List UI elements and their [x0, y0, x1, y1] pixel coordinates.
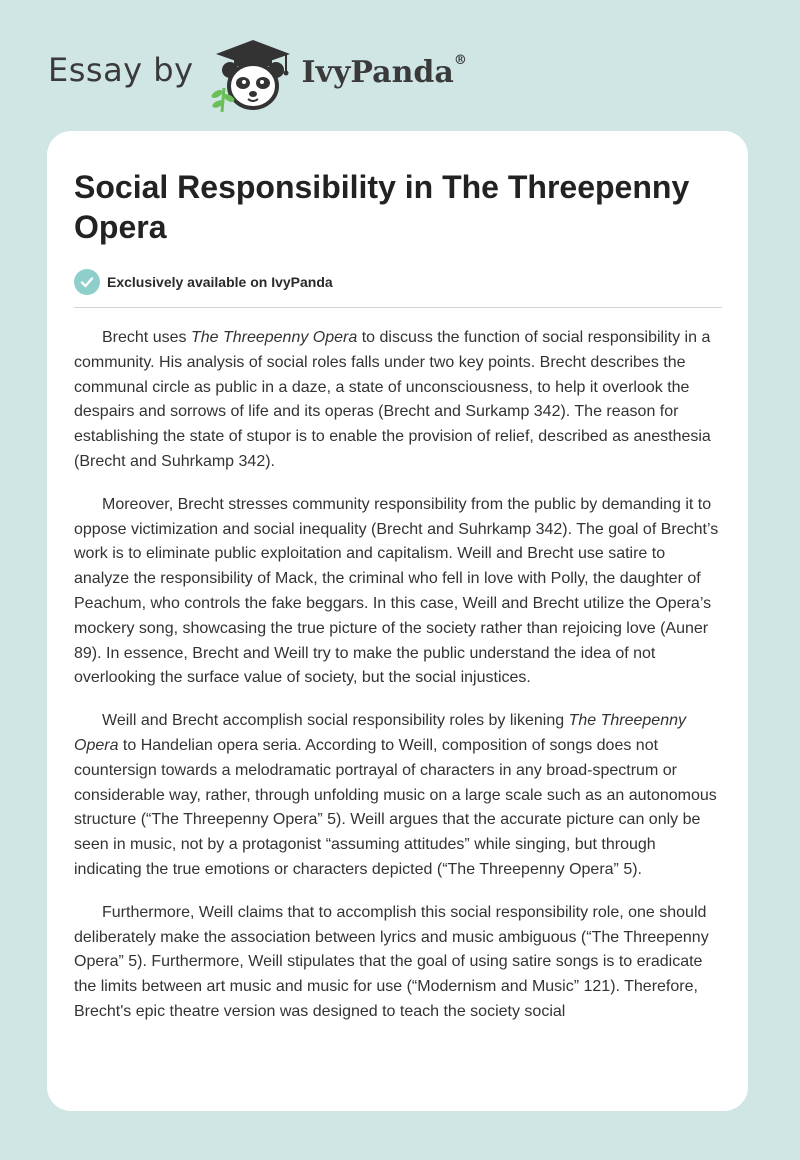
- check-circle-icon: [74, 269, 100, 295]
- essay-body: [74, 326, 722, 1025]
- work-title: The Threepenny Opera: [74, 712, 686, 754]
- paragraph: Weill and Brecht accomplish social responsibility roles by likening The Threepenny Opera to Handelian opera seria. According to Weill, composition of songs does not countersign towards a melodramatic portrayal of characters in any broad-spectrum or considerable way, rather, through unfolding music on a large scale such as an autonomous structure (“The Threepenny Opera” 5). Weill argues that the accurate picture can only be seen in music, not by a protagonist “assuming attitudes” while singing, but through indicating the true emotions or characters depicted (“The Threepenny Opera” 5).: [74, 712, 717, 878]
- essay-title: Social Responsibility in The Threepenny Opera: [74, 169, 690, 245]
- ivypanda-logo-icon[interactable]: [208, 34, 298, 114]
- essay-by-label: Essay by: [48, 51, 194, 89]
- exclusive-badge: [74, 269, 722, 295]
- brand-name[interactable]: IvyPanda®: [301, 52, 467, 90]
- paragraph: Furthermore, Weill claims that to accomplish this social responsibility role, one should deliberately make the association between lyrics and music ambiguous (“The Threepenny Opera” 5). Furthermore, Weill stipulates that the goal of using satire songs is to eradicate the limits between art music and music for use (“Modernism and Music” 121). Therefore, Brecht's epic theatre version was designed to teach the society social: [74, 903, 709, 1020]
- essay-card: [47, 131, 748, 1111]
- registered-mark: ®: [453, 52, 467, 68]
- divider: [74, 307, 722, 308]
- paragraph: Brecht uses The Threepenny Opera to discuss the function of social responsibility in a community. His analysis of social roles falls under two key points. Brecht describes the communal circle as public in a daze, a state of unconsciousness, to help it overlook the despairs and sorrows of life and its operas (Brecht and Surkamp 342). The reason for establishing the state of stupor is to enable the provision of relief, described as anesthesia (Brecht and Suhrkamp 342).: [74, 329, 711, 470]
- site-header: [48, 34, 548, 114]
- work-title: The Threepenny Opera: [190, 329, 358, 346]
- exclusive-badge-label: Exclusively available on IvyPanda: [107, 274, 333, 290]
- paragraph: Moreover, Brecht stresses community responsibility from the public by demanding it to oppose victimization and social inequality (Brecht and Suhrkamp 342). The goal of Brecht’s work is to eliminate public exploitation and capitalism. Weill and Brecht use satire to analyze the responsibility of Mack, the criminal who fell in love with Polly, the daughter of Peachum, who controls the fake beggars. In this case, Weill and Brecht utilize the Opera’s mockery song, showcasing the true picture of the society rather than rejoicing love (Auner 89). In essence, Brecht and Weill try to make the public understand the idea of not overlooking the surface value of society, but the social injustices.: [74, 495, 719, 687]
